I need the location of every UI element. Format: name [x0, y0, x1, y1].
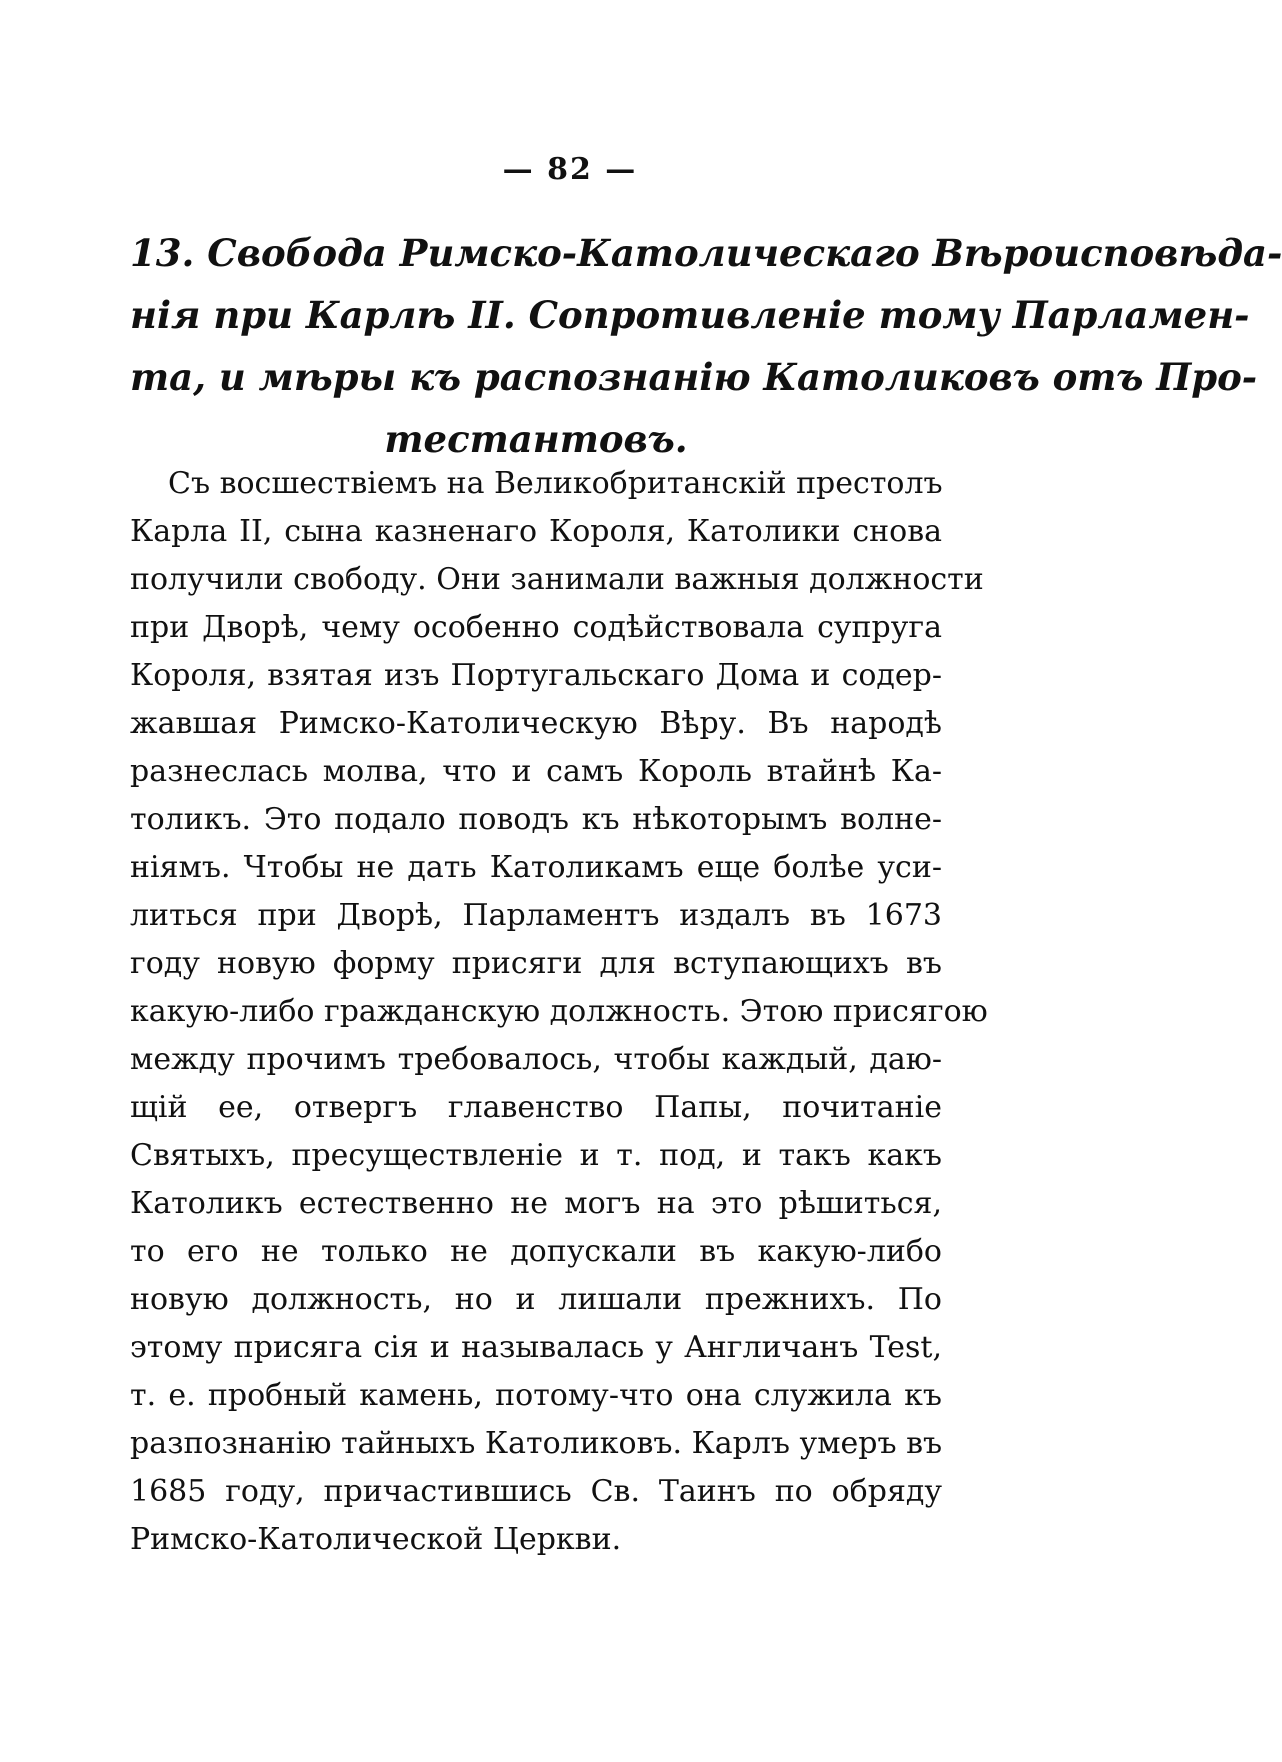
text-line: толикъ. Это подало поводъ къ нѣкоторымъ волне-: [130, 802, 942, 837]
text-line: Короля, взятая изъ Португальскаго Дома и содер-: [130, 658, 942, 693]
text-line: Римско-Католической Церкви.: [130, 1522, 622, 1557]
heading-line: нія при Карлѣ II. Сопротивленіе тому Парламен-: [130, 293, 1250, 337]
text-line: году новую форму присяги для вступающихъ въ: [130, 946, 942, 981]
section-heading: [130, 222, 1282, 470]
page-number: — 82 —: [502, 152, 638, 187]
text-line: этому присяга сія и называлась у Англичанъ Test,: [130, 1330, 942, 1365]
text-line: т. е. пробный камень, потому-что она служила къ: [130, 1378, 942, 1413]
text-line: разпознанію тайныхъ Католиковъ. Карлъ умеръ въ: [130, 1426, 943, 1461]
text-line: какую-либо гражданскую должность. Этою присягою: [130, 994, 988, 1029]
text-line: литься при Дворѣ, Парламентъ издалъ въ 1673: [130, 898, 942, 933]
text-line: щій ее, отвергъ главенство Папы, почитаніе: [130, 1090, 942, 1125]
heading-line: тестантовъ.: [384, 417, 688, 461]
heading-line: та, и мѣры къ распознанію Католиковъ отъ Про-: [130, 355, 1258, 399]
text-line: то его не только не допускали въ какую-либо: [130, 1234, 942, 1269]
text-line: Святыхъ, пресуществленіе и т. под, и такъ какъ: [130, 1138, 942, 1173]
text-line: Католикъ естественно не могъ на это рѣшиться,: [130, 1186, 942, 1221]
body-paragraph: [130, 460, 988, 1564]
text-line: жавшая Римско-Католическую Вѣру. Въ народѣ: [130, 706, 942, 741]
heading-line: 13. Свобода Римско-Католическаго Вѣроисповѣда-: [130, 231, 1282, 275]
text-line: Карла II, сына казненаго Короля, Католики снова: [130, 514, 942, 549]
text-line: 1685 году, причастившись Св. Таинъ по обряду: [130, 1474, 942, 1509]
text-line: новую должность, но и лишали прежнихъ. По: [130, 1282, 942, 1317]
text-line: Съ восшествіемъ на Великобританскій престолъ: [168, 466, 943, 501]
text-line: при Дворѣ, чему особенно содѣйствовала супруга: [130, 610, 942, 645]
text-line: между прочимъ требовалось, чтобы каждый, даю-: [130, 1042, 942, 1077]
text-line: разнеслась молва, что и самъ Король втайнѣ Ка-: [130, 754, 942, 789]
text-line: ніямъ. Чтобы не дать Католикамъ еще болѣе уси-: [130, 850, 942, 885]
text-line: получили свободу. Они занимали важныя должности: [130, 562, 984, 597]
